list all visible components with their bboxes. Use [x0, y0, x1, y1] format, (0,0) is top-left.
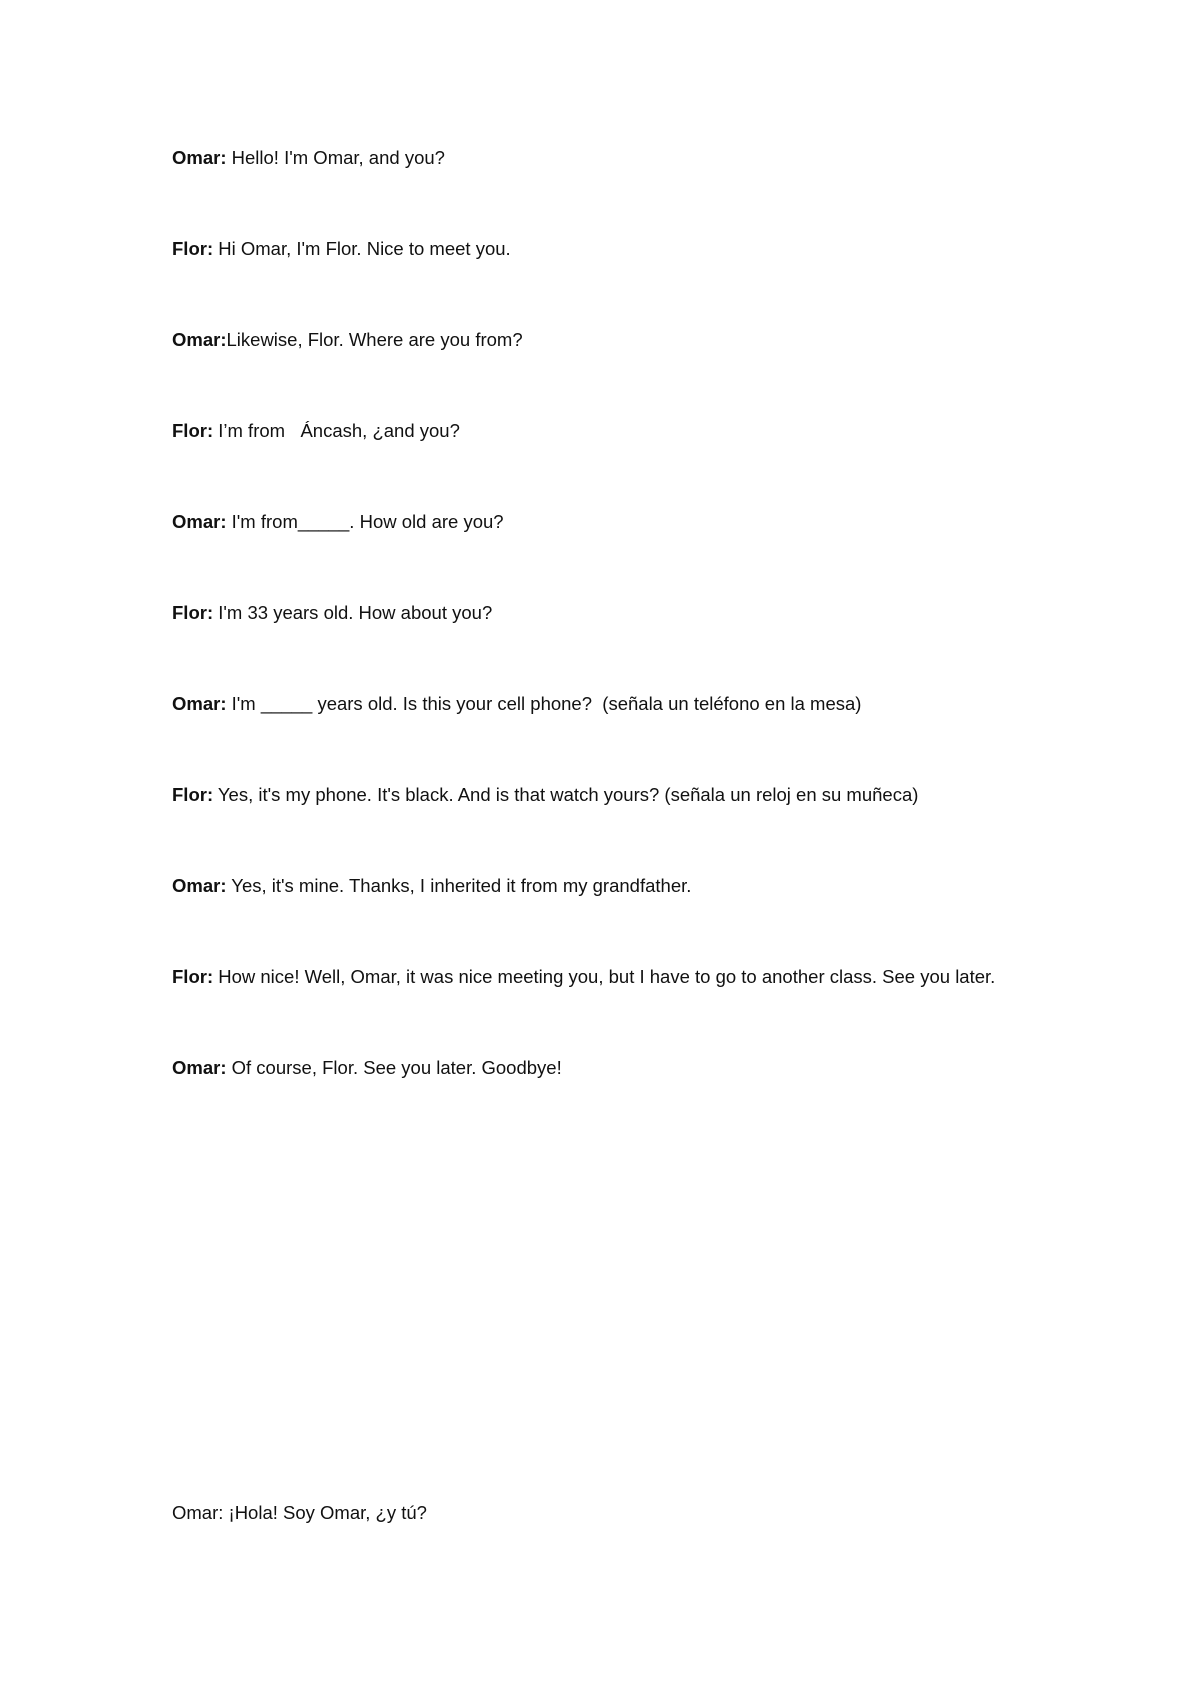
line-text: Hello! I'm Omar, and you? — [226, 147, 445, 168]
line-text: I'm _____ years old. Is this your cell phone? (señala un teléfono en la mesa) — [226, 693, 862, 714]
dialogue-line — [172, 689, 1032, 718]
line-text: Likewise, Flor. Where are you from? — [226, 329, 523, 350]
line-text: Yes, it's mine. Thanks, I inherited it from my grandfather. — [226, 875, 692, 896]
dialogue-line — [172, 416, 1032, 445]
line-text: I’m from Áncash, ¿and you? — [213, 420, 460, 441]
spanish-line: Omar: ¡Hola! Soy Omar, ¿y tú? — [172, 1502, 427, 1523]
dialogue-line — [172, 780, 1032, 809]
line-text: How nice! Well, Omar, it was nice meeting you, but I have to go to another class. See you later. — [213, 966, 996, 987]
speaker-name: Flor: — [172, 602, 214, 623]
dialogue-line — [172, 507, 1032, 536]
line-text: Yes, it's my phone. It's black. And is that watch yours? (señala un reloj en su muñeca) — [213, 784, 919, 805]
speaker-name: Flor: — [172, 238, 214, 259]
speaker-name: Omar: — [172, 693, 227, 714]
line-text: I'm 33 years old. How about you? — [213, 602, 493, 623]
dialogue-line — [172, 1053, 1032, 1082]
speaker-name: Omar: — [172, 1057, 227, 1078]
speaker-name: Flor: — [172, 784, 214, 805]
speaker-name: Flor: — [172, 966, 214, 987]
line-text: I'm from_____. How old are you? — [226, 511, 504, 532]
dialogue-block — [172, 143, 1032, 1144]
line-text: Hi Omar, I'm Flor. Nice to meet you. — [213, 238, 511, 259]
dialogue-line — [172, 598, 1032, 627]
dialogue-line — [172, 143, 1032, 172]
speaker-name: Omar: — [172, 147, 227, 168]
speaker-name: Omar: — [172, 875, 227, 896]
dialogue-line — [172, 325, 1032, 354]
dialogue-line — [172, 871, 1032, 900]
speaker-name: Flor: — [172, 420, 214, 441]
line-text: Of course, Flor. See you later. Goodbye! — [226, 1057, 562, 1078]
speaker-name: Omar: — [172, 511, 227, 532]
dialogue-line — [172, 234, 1032, 263]
dialogue-line — [172, 962, 1032, 991]
speaker-name: Omar: — [172, 329, 227, 350]
